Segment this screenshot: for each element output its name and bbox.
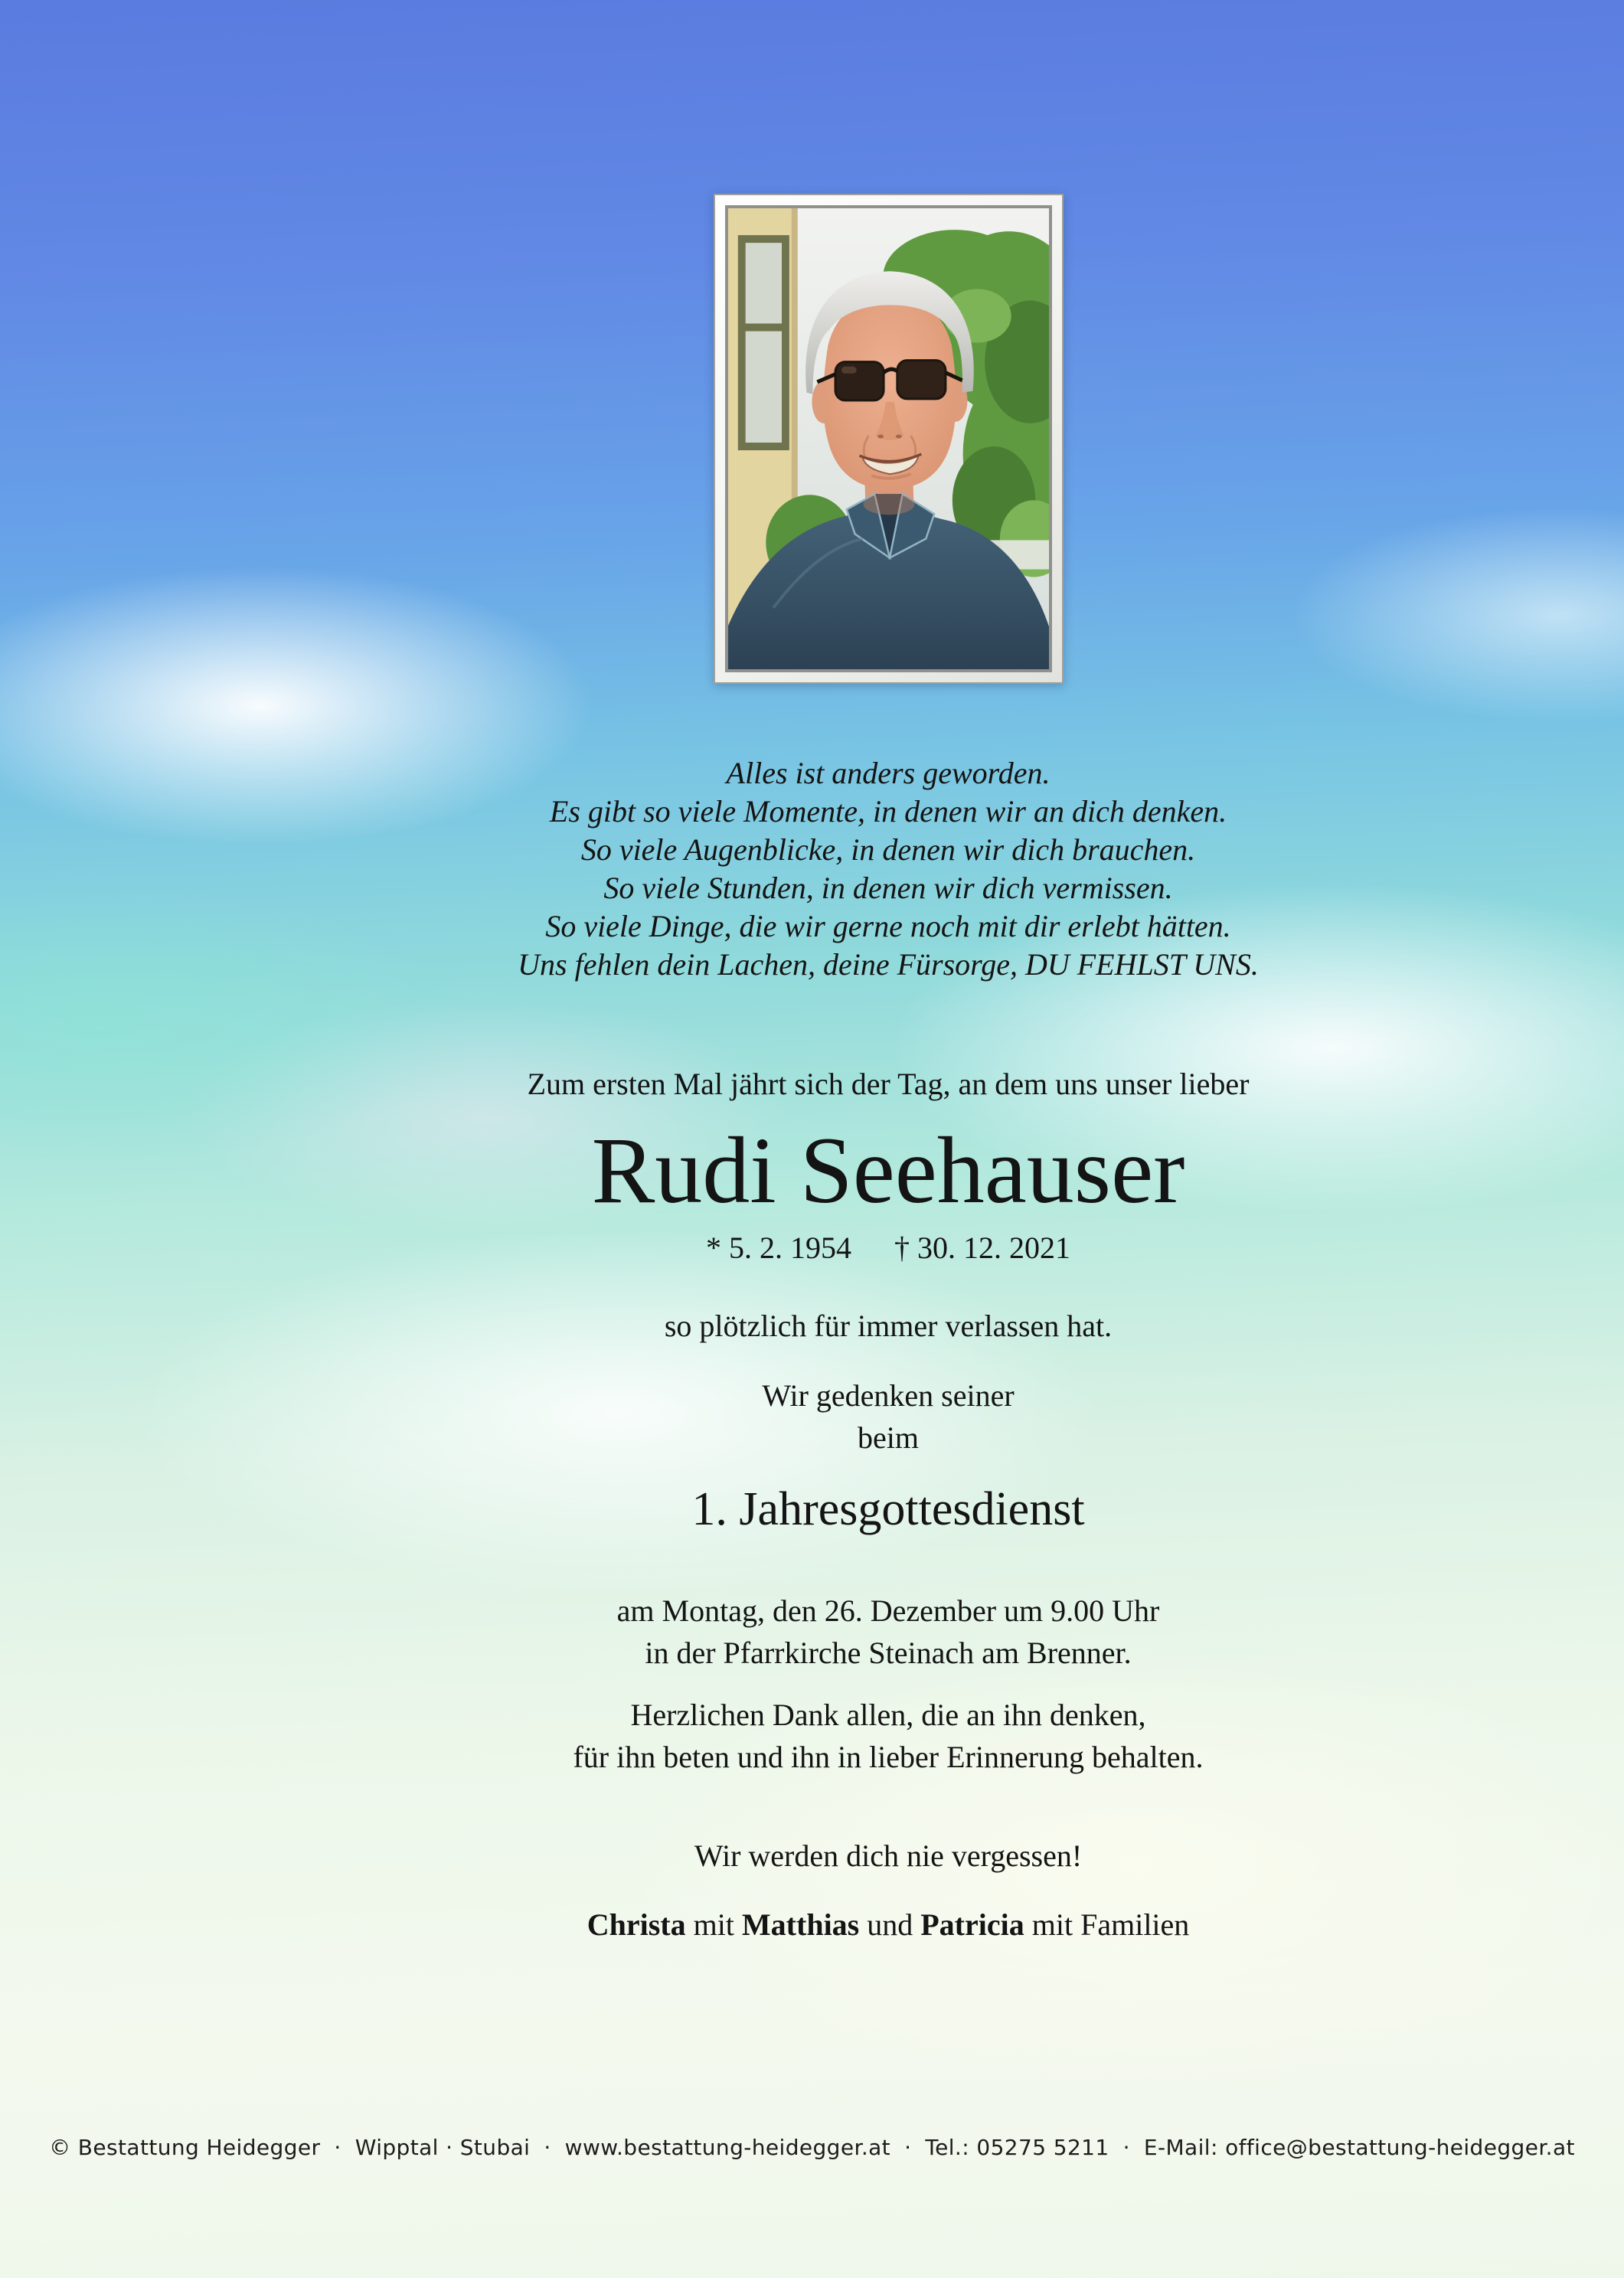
portrait-photo-area (152, 194, 1624, 684)
footer-email: E-Mail: office@bestattung-heidegger.at (1143, 2135, 1575, 2160)
poem-line: So viele Dinge, die wir gerne noch mit dir erlebt hätten. (545, 909, 1231, 943)
poem-line: Es gibt so viele Momente, in denen wir an dich denken. (549, 794, 1227, 829)
photo-inner-border (725, 205, 1052, 672)
separator-dot: · (544, 2135, 551, 2160)
service-details (152, 1590, 1624, 1674)
family-joiner: mit (685, 1907, 742, 1942)
life-dates (152, 1230, 1624, 1266)
thanks-line-1: Herzlichen Dank allen, die an ihn denken, (630, 1698, 1146, 1732)
portrait-photo (728, 208, 1049, 669)
after-name-line: so plötzlich für immer verlassen hat. (664, 1309, 1113, 1343)
family-name-2: Matthias (741, 1907, 860, 1942)
footer-phone: Tel.: 05275 5211 (925, 2135, 1109, 2160)
remembrance-line-2: beim (858, 1420, 919, 1455)
deceased-name: Rudi Seehauser (591, 1118, 1185, 1223)
intro-line: Zum ersten Mal jährt sich der Tag, an dem uns unser lieber (527, 1067, 1250, 1101)
service-title: 1. Jahresgottesdienst (691, 1483, 1085, 1535)
footer-website: www.bestattung-heidegger.at (564, 2135, 891, 2160)
separator-dot: · (334, 2135, 341, 2160)
separator-dot: · (904, 2135, 912, 2160)
separator-dot: · (1122, 2135, 1130, 2160)
thanks-lines (152, 1694, 1624, 1778)
family-joiner: und (859, 1907, 921, 1942)
funeral-home-footer (0, 2135, 1624, 2160)
thanks-line-2: für ihn beten und ihn in lieber Erinnerung behalten. (573, 1740, 1204, 1774)
family-signature (152, 1907, 1624, 1943)
poem-line: Uns fehlen dein Lachen, deine Fürsorge, DU FEHLST UNS. (518, 947, 1259, 982)
memorial-content-column (152, 0, 1624, 2278)
death-date: † 30. 12. 2021 (894, 1231, 1070, 1265)
service-datetime: am Montag, den 26. Dezember um 9.00 Uhr (616, 1593, 1160, 1628)
footer-region: Wipptal · Stubai (355, 2135, 531, 2160)
memorial-poem (152, 754, 1624, 984)
chin-shadow (863, 493, 914, 515)
poem-line: So viele Stunden, in denen wir dich vermissen. (603, 871, 1173, 905)
family-joiner: mit Familien (1024, 1907, 1190, 1942)
poem-line: So viele Augenblicke, in denen wir dich brauchen. (580, 832, 1196, 867)
family-name-1: Christa (587, 1907, 686, 1942)
remembrance-lines (152, 1374, 1624, 1459)
footer-copyright: © Bestattung Heidegger (49, 2135, 321, 2160)
remembrance-line-1: Wir gedenken seiner (762, 1378, 1015, 1413)
service-location: in der Pfarrkirche Steinach am Brenner. (645, 1636, 1132, 1670)
farewell-line: Wir werden dich nie vergessen! (694, 1838, 1083, 1873)
family-name-3: Patricia (920, 1907, 1024, 1942)
photo-frame (714, 194, 1064, 684)
birth-date: * 5. 2. 1954 (706, 1231, 851, 1265)
poem-line: Alles ist anders geworden. (726, 756, 1051, 790)
